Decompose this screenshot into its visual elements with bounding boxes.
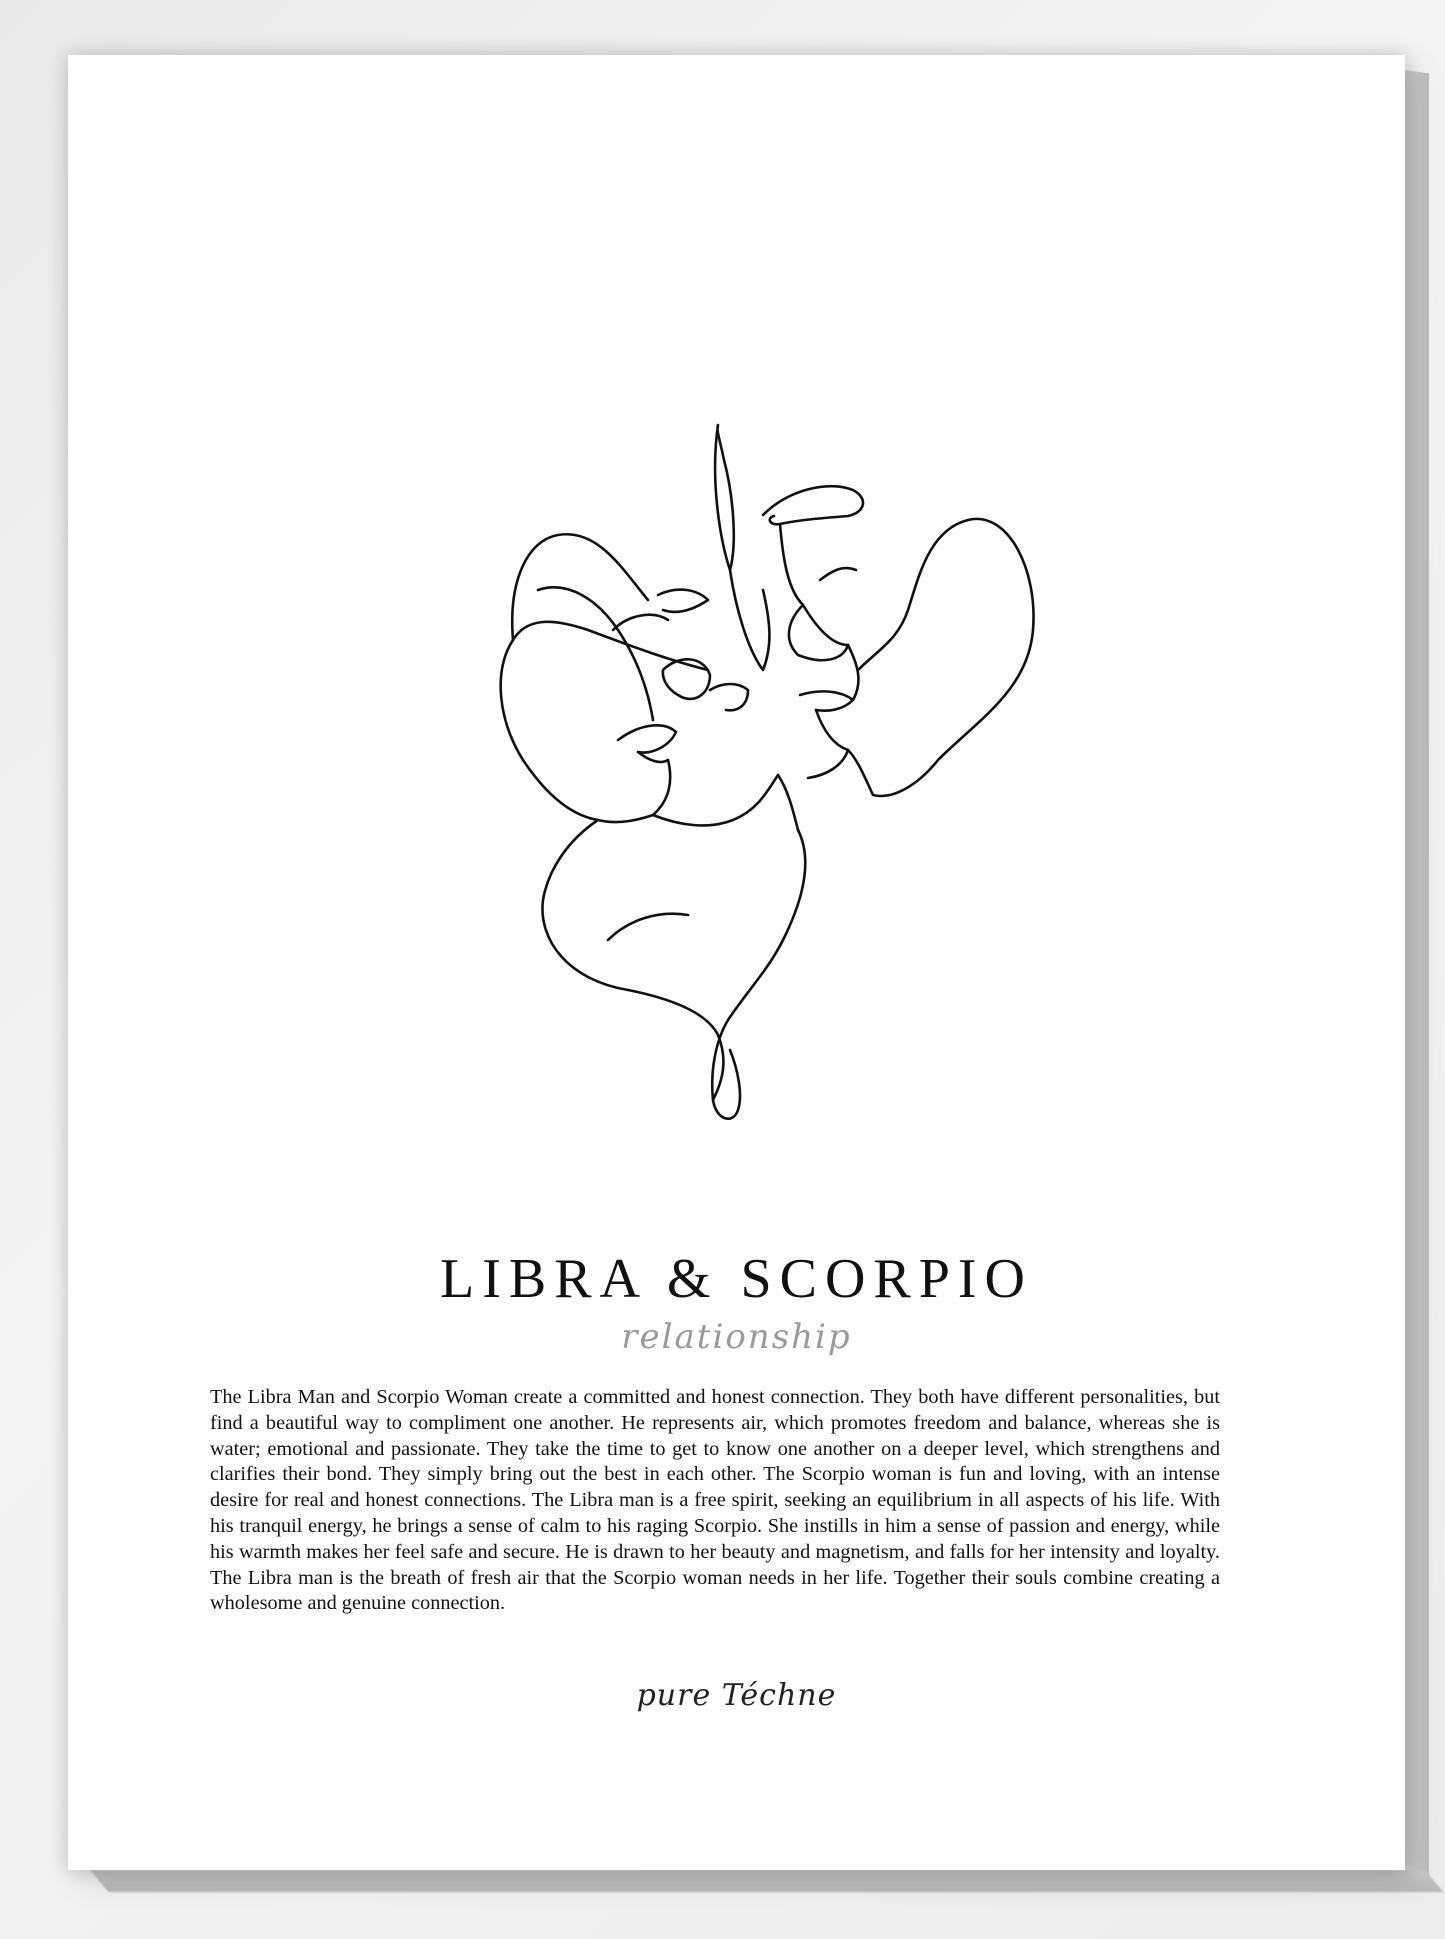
subtitle: relationship: [621, 1317, 852, 1357]
description-text: The Libra Man and Scorpio Woman create a committed and honest connection. They both have different personalities, but find a beautiful way to compliment one another. He represents air, which promotes freedom and balance, whereas she is water; emotional and passionate. They take the time to get to know one another on a deeper level, which strengthens and clarifies their bond. They simply bring out the best in each other. The Scorpio woman is fun and loving, with an intense desire for real and honest connections. The Libra man is a free spirit, seeking an equilibrium in all aspects of his life. With his tranquil energy, he brings a sense of calm to his raging Scorpio. She instills in him a sense of passion and energy, while his warmth makes her feel safe and secure. He is drawn to her beauty and magnetism, and falls for her intensity and loyalty. The Libra man is the breath of fresh air that the Scorpio woman needs in her life. Together their souls combine creating a wholesome and genuine connection.: [210, 1386, 1220, 1615]
brand-signature: pure Téchne: [636, 1678, 837, 1713]
canvas-edge-right: [1405, 70, 1429, 1888]
couple-line-art-icon: [448, 420, 1108, 1250]
canvas-edge-bottom: [90, 1870, 1443, 1892]
poster: [68, 55, 1405, 1870]
page-title: LIBRA & SCORPIO: [440, 1248, 1033, 1310]
